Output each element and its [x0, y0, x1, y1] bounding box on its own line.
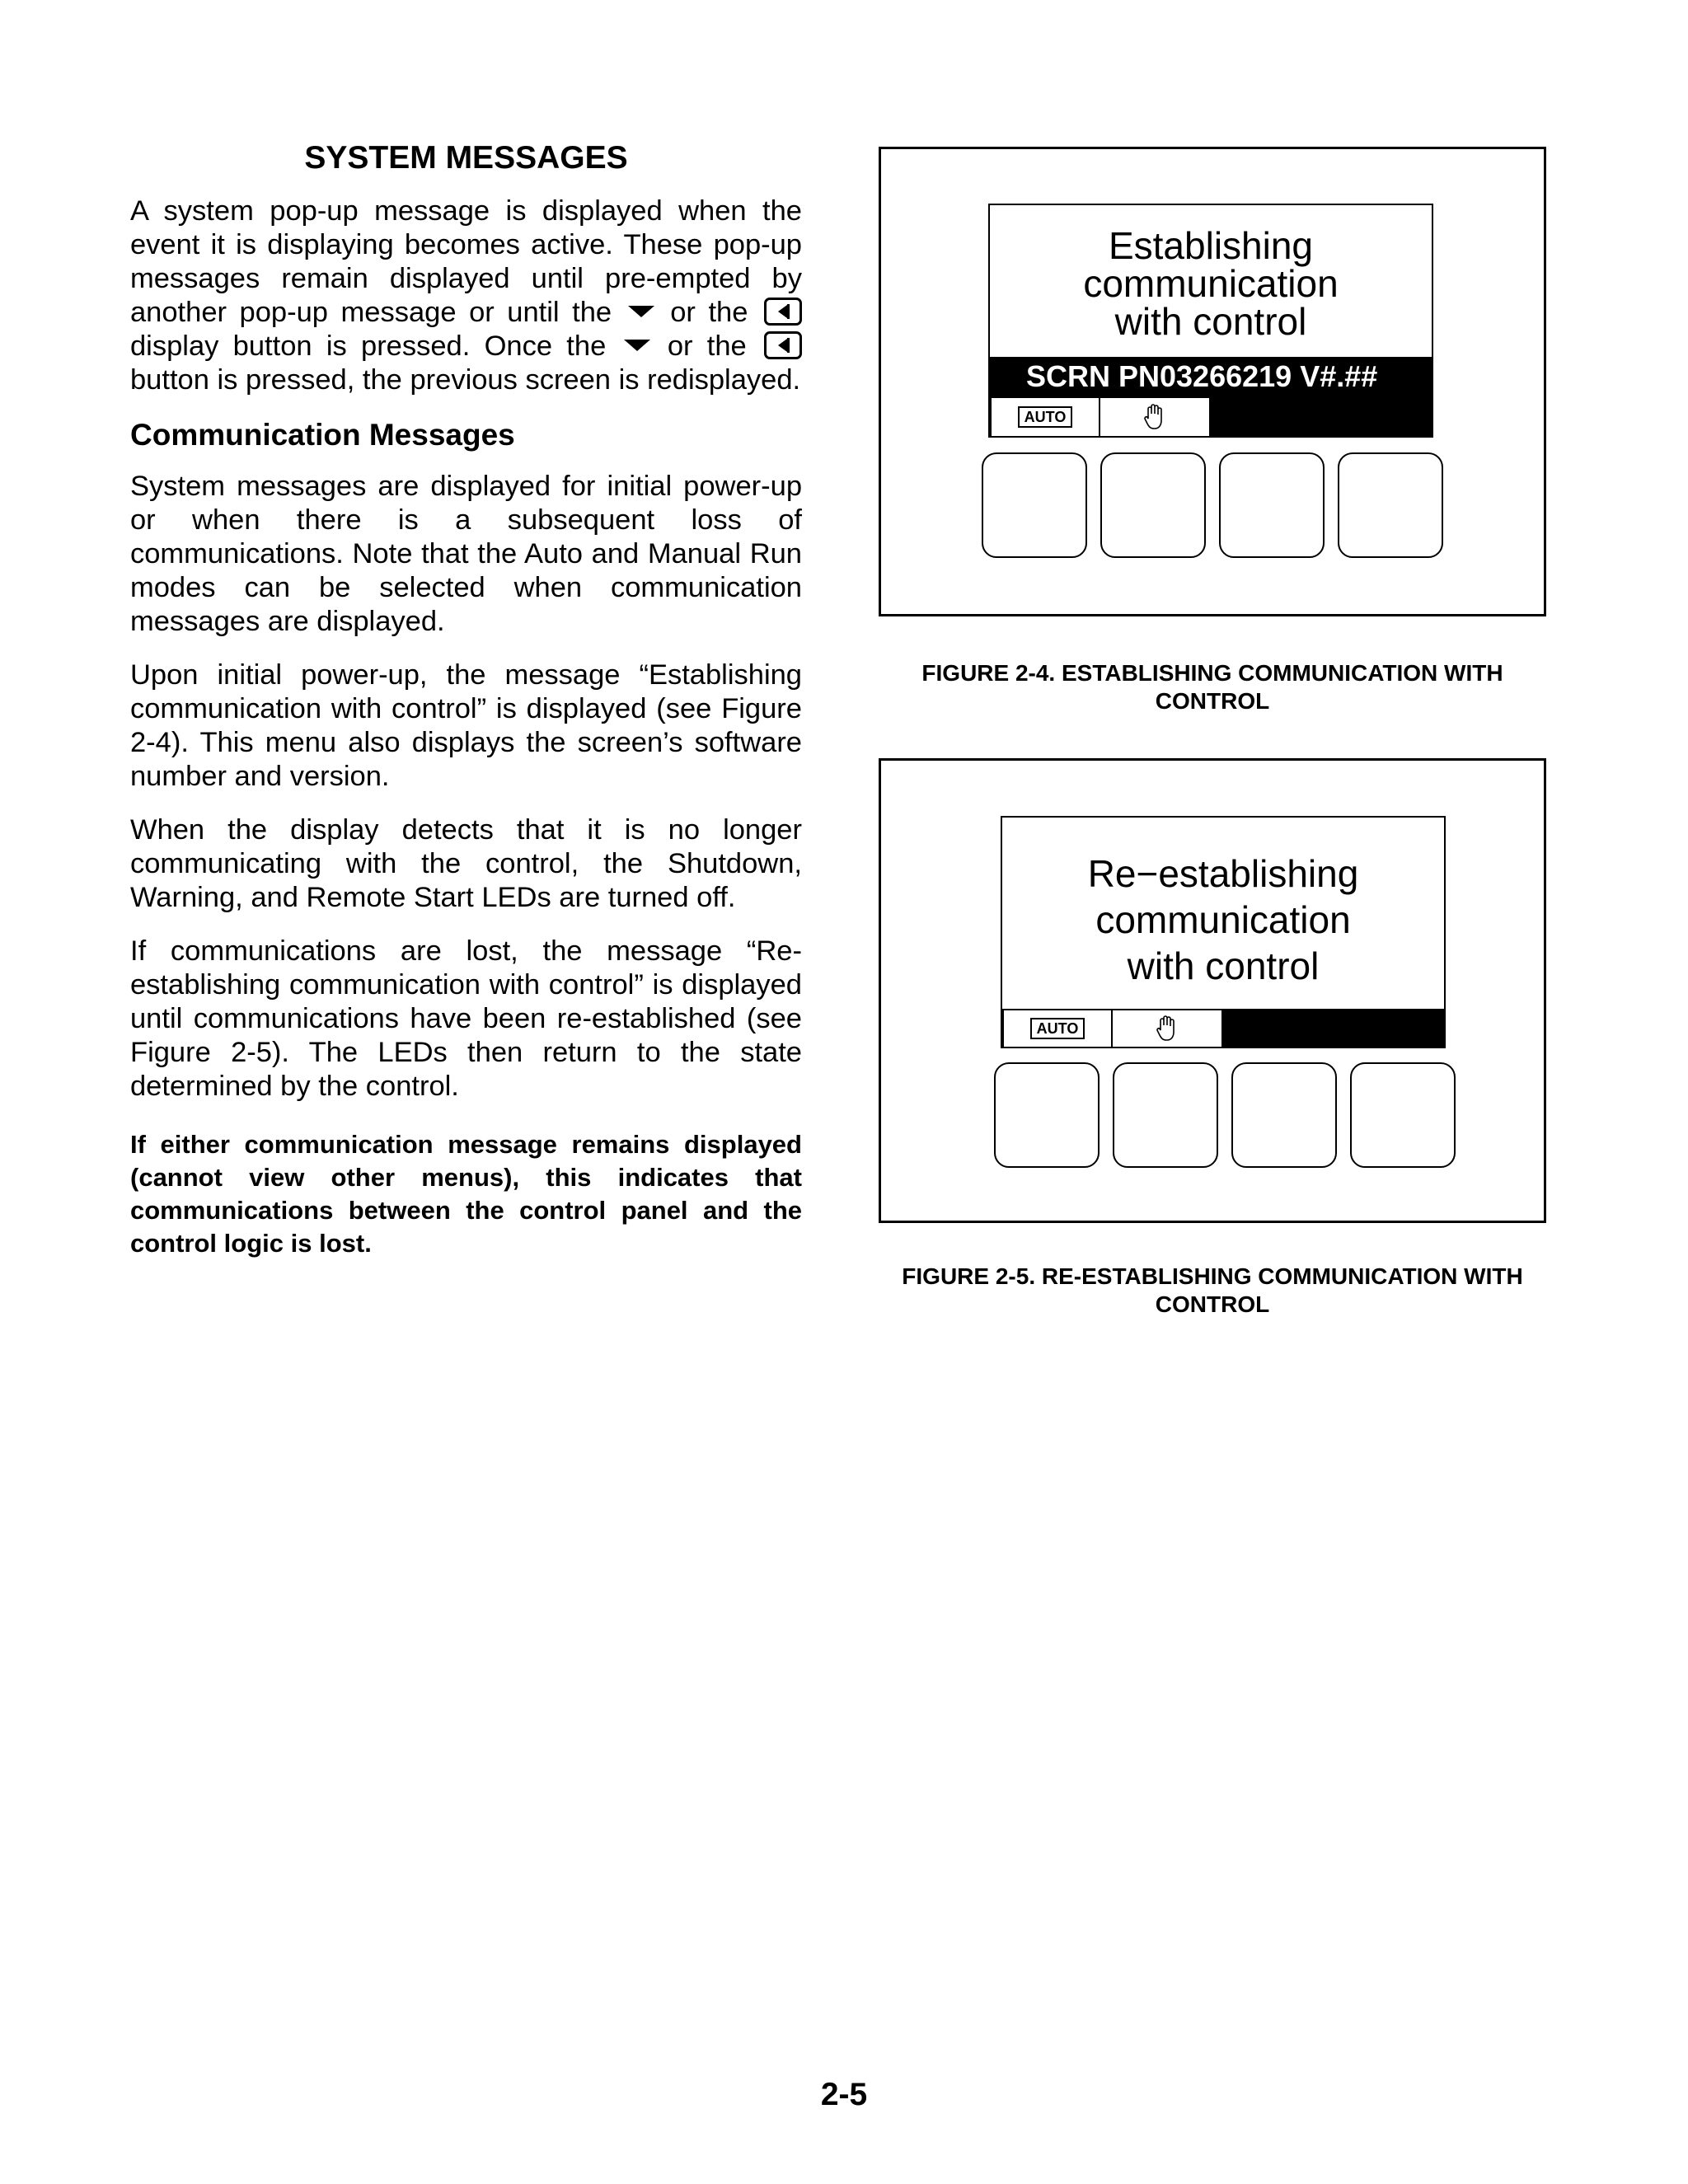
caption-line: CONTROL [1155, 1291, 1270, 1317]
manual-mode-softkey[interactable] [1100, 396, 1211, 436]
down-triangle-icon [624, 340, 650, 351]
software-version-bar: SCRN PN03266219 V#.## [990, 357, 1432, 396]
auto-mode-icon: AUTO [1018, 406, 1073, 428]
screen-line: Re−establishing [1087, 852, 1359, 895]
paragraph: Upon initial power-up, the message “Establishing communication with control” is displayed (see Figure 2-4). This menu also displays the screen’s software number and version. [130, 659, 802, 792]
screen-line: Establishing [1108, 224, 1314, 267]
figure-2-5 [879, 758, 1546, 1223]
softkey-button-2[interactable] [1100, 452, 1206, 558]
caption-line: FIGURE 2-4. ESTABLISHING COMMUNICATION WITH [921, 660, 1503, 686]
auto-mode-softkey[interactable] [992, 396, 1100, 436]
paragraph: If communications are lost, the message “Re-establishing communication with control” is displayed until communications have been re-established (see Figure 2-5). The LEDs then return to the state determined by the control. [130, 935, 802, 1102]
softkey-bar [1002, 1009, 1444, 1047]
intro-or-1: or the [670, 297, 748, 328]
auto-mode-softkey[interactable] [1004, 1009, 1113, 1047]
softkey-button-1[interactable] [994, 1062, 1100, 1168]
screen-message [1002, 851, 1444, 989]
softkey-button-2[interactable] [1113, 1062, 1218, 1168]
display-screen [988, 204, 1433, 438]
caption-line: CONTROL [1155, 688, 1270, 714]
intro-text-2: display button is pressed. Once the [130, 330, 607, 362]
hardware-button-row [994, 1062, 1456, 1168]
intro-or-2: or the [667, 330, 747, 362]
subsection-title: Communication Messages [130, 418, 515, 452]
back-key-icon [764, 331, 802, 359]
screen-line: with control [1127, 944, 1320, 987]
display-screen [1001, 816, 1446, 1048]
back-key-icon [764, 298, 802, 326]
softkey-button-3[interactable] [1231, 1062, 1337, 1168]
page-number: 2-5 [820, 2077, 868, 2112]
hand-icon [1156, 1015, 1178, 1042]
screen-line: communication [1083, 262, 1339, 305]
intro-paragraph [130, 194, 802, 397]
intro-text-1: A system pop-up message is displayed when the event it is displaying becomes active. These pop-up messages remain displayed until pre-empted by another pop-up message or until the [130, 195, 802, 328]
note: If either communication message remains displayed (cannot view other menus), this indicates that communications between the control panel and the control logic is lost. [130, 1130, 802, 1258]
softkey-button-4[interactable] [1338, 452, 1443, 558]
left-column [130, 140, 802, 1260]
figure-2-4-caption [879, 659, 1546, 715]
section-title: SYSTEM MESSAGES [304, 140, 628, 176]
paragraph: System messages are displayed for initial power-up or when there is a subsequent loss of communications. Note that the Auto and Manual Run modes can be selected when communication messages are displayed. [130, 471, 802, 637]
down-triangle-icon [628, 306, 654, 317]
screen-line: communication [1095, 898, 1351, 941]
hardware-button-row [982, 452, 1443, 558]
screen-line: with control [1114, 300, 1307, 343]
hand-icon [1144, 404, 1165, 430]
softkey-button-3[interactable] [1219, 452, 1325, 558]
softkey-button-4[interactable] [1350, 1062, 1456, 1168]
softkey-bar [990, 396, 1432, 436]
figure-2-4 [879, 147, 1546, 616]
figure-2-5-caption [879, 1263, 1546, 1319]
auto-mode-icon: AUTO [1030, 1018, 1085, 1039]
softkey-button-1[interactable] [982, 452, 1087, 558]
manual-mode-softkey[interactable] [1113, 1009, 1223, 1047]
intro-text-3: button is pressed, the previous screen is redisplayed. [130, 364, 801, 396]
caption-line: FIGURE 2-5. RE-ESTABLISHING COMMUNICATION WITH [902, 1263, 1523, 1289]
paragraph: When the display detects that it is no longer communicating with the control, the Shutdown, Warning, and Remote Start LEDs are turned off. [130, 814, 802, 913]
screen-message [990, 224, 1432, 343]
